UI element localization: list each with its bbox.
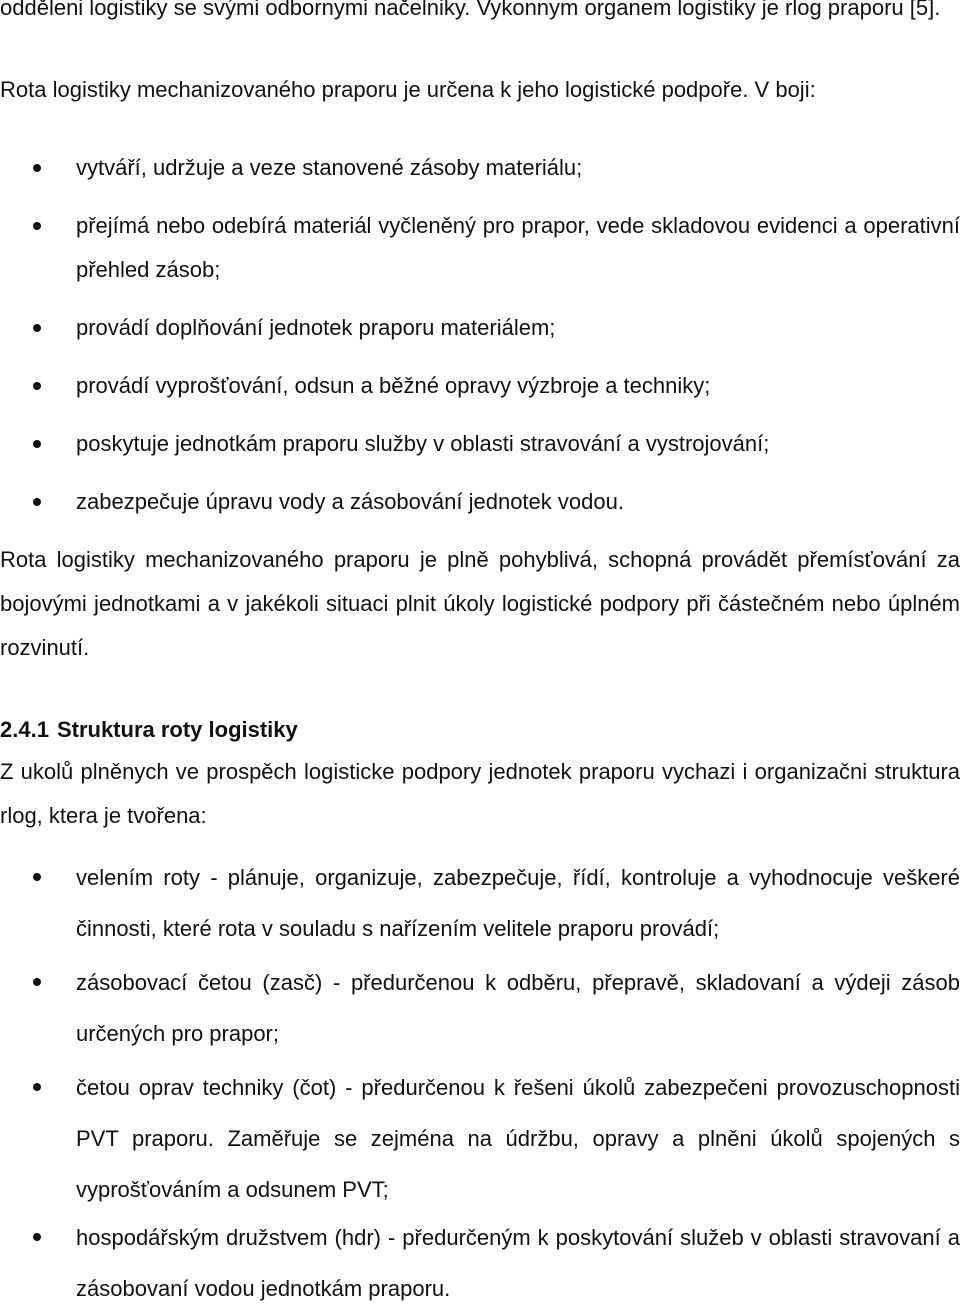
bullet-icon [33, 382, 41, 390]
paragraph-mobility: Rota logistiky mechanizovaného praporu je plně pohyblivá, schopná provádět přemísťování za bojovými jednotkami a v jakékoli situaci plnit úkoly logistické podpory při částečném nebo úplném rozvinutí. [0, 547, 960, 660]
list-item-text: četou oprav techniky (čot) ‑ předurčenou k řešeni úkolů zabezpečeni provozuschopnosti PVT praporu. Zaměřuje se zejména na údržbu, opravy a plněni úkolů spojených s vyprošťováním a odsunem PVT; [76, 1075, 960, 1202]
list-item-text: zabezpečuje úpravu vody a zásobování jednotek vodou. [76, 489, 624, 514]
bullet-icon [33, 440, 41, 448]
section-number: 2.4.1 [0, 717, 49, 742]
paragraph-intro: odděleni logistiky se svými odbornymi načelniky. Vykonnym organem logistiky je rlog praporu [5]. [0, 0, 941, 20]
paragraph-rota-purpose: Rota logistiky mechanizovaného praporu je určena k jeho logistické podpoře. V boji: [0, 77, 816, 102]
bullet-icon [33, 164, 41, 172]
list-item-text: provádí doplňování jednotek praporu materiálem; [76, 315, 556, 340]
list-item-text: velením roty ‑ plánuje, organizuje, zabezpečuje, řídí, kontroluje a vyhodnocuje veškeré činnosti, které rota v souladu s nařízením velitele praporu provádí; [76, 865, 960, 941]
list-item-text: provádí vyprošťování, odsun a běžné opravy výzbroje a techniky; [76, 373, 711, 398]
section-heading [0, 710, 298, 750]
bullet-icon [33, 222, 41, 230]
list-item-text: hospodářským družstvem (hdr) ‑ předurčeným k poskytování služeb v oblasti stravovaní a zásobovaní vodou jednotkám praporu. [76, 1225, 960, 1301]
list-item-text: zásobovací četou (zasč) ‑ předurčenou k odběru, přepravě, skladovaní a výdeji zásob určených pro prapor; [76, 970, 960, 1046]
paragraph-structure: Z ukolů plněnych ve prospěch logisticke podpory jednotek praporu vychazi i organizačni struktura rlog, ktera je tvořena: [0, 759, 960, 828]
bullet-icon [33, 1083, 41, 1091]
list-item-text: poskytuje jednotkám praporu služby v oblasti stravování a vystrojování; [76, 431, 770, 456]
bullet-icon [33, 978, 41, 986]
bullet-icon [33, 1233, 41, 1241]
bullet-icon [33, 324, 41, 332]
list-item-text: přejímá nebo odebírá materiál vyčleněný pro prapor, vede skladovou evidenci a operativní přehled zásob; [76, 213, 960, 282]
bullet-icon [33, 873, 41, 881]
section-title: Struktura roty logistiky [56, 717, 298, 742]
list-item-text: vytváří, udržuje a veze stanovené zásoby materiálu; [76, 155, 583, 180]
bullet-icon [33, 498, 41, 506]
